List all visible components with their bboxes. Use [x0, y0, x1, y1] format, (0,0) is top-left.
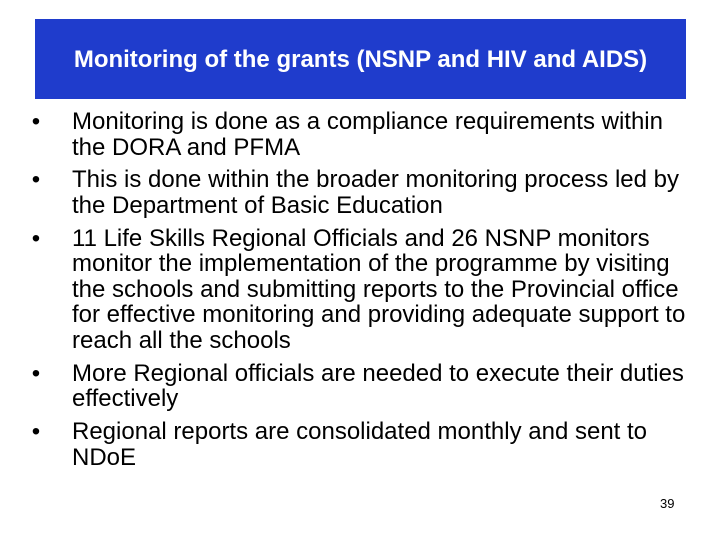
bullet-dot-icon: •: [31, 166, 41, 194]
bullet-item-4: [28, 361, 698, 412]
bullet-dot-icon: •: [31, 359, 41, 387]
bullet-list: [28, 109, 698, 477]
bullet-dot-icon: •: [31, 224, 41, 252]
bullet-dot-icon: •: [31, 108, 41, 135]
bullet-text-5: Regional reports are consolidated monthly and sent to NDoE: [72, 418, 648, 471]
page-number: 39: [660, 496, 675, 511]
slide-title-bar: [35, 19, 686, 99]
bullet-text-2: This is done within the broader monitoring process led by the Department of Basic Education: [72, 166, 679, 219]
bullet-text-4: More Regional officials are needed to execute their duties effectively: [72, 359, 684, 413]
slide-title: Monitoring of the grants (NSNP and HIV and AIDS): [73, 45, 648, 73]
bullet-text-1: Monitoring is done as a compliance requirements within the DORA and PFMA: [72, 108, 663, 161]
bullet-item-1: [28, 109, 698, 160]
bullet-dot-icon: •: [31, 418, 41, 446]
bullet-text-3: 11 Life Skills Regional Officials and 26 NSNP monitors monitor the implementation of the programme by visiting the schools and submitting reports to the Provincial office for effective monitoring and providing adequate support to reach all the schools: [72, 224, 686, 354]
bullet-item-3: [28, 226, 698, 354]
bullet-item-5: [28, 419, 698, 470]
bullet-item-2: [28, 167, 698, 218]
